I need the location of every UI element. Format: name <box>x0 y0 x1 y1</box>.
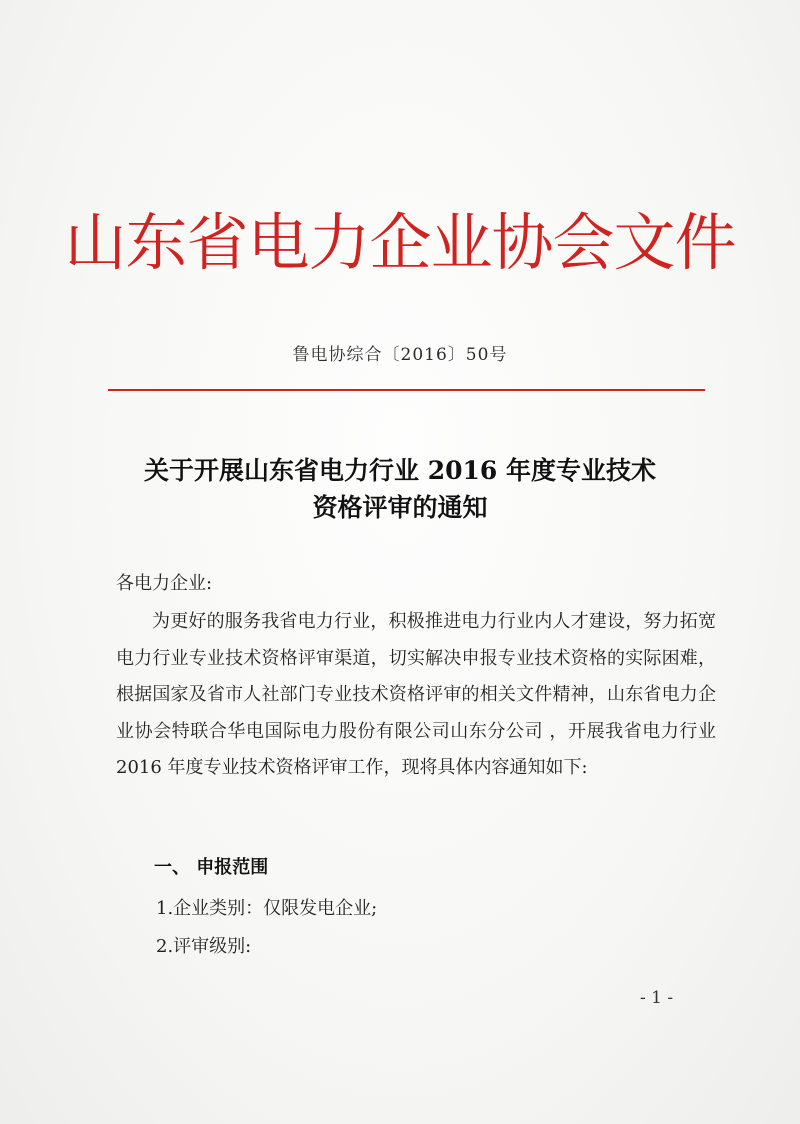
notice-title-line-1: 关于开展山东省电力行业 2016 年度专业技术 <box>144 456 656 485</box>
agency-header-title: 山东省电力企业协会文件 <box>64 206 736 279</box>
list-item-review-level: 2.评审级别: <box>156 936 252 957</box>
notice-body <box>116 569 716 787</box>
document-number: 鲁电协综合〔2016〕50号 <box>292 345 508 365</box>
salutation: 各电力企业: <box>116 573 213 594</box>
section-heading-scope: 一、 申报范围 <box>154 857 269 878</box>
notice-title <box>60 452 740 526</box>
list-item-enterprise-type: 1.企业类别：仅限发电企业; <box>156 898 378 919</box>
red-divider-line <box>108 389 705 391</box>
intro-paragraph: 为更好的服务我省电力行业，积极推进电力行业内人才建设，努力拓宽电力行业专业技术资格评审渠道，切实解决申报专业技术资格的实际困难，根据国家及省市人社部门专业技术资格评审的相关文件精神，山东省电力企业协会特联合华电国际电力股份有限公司山东分公司 ，开展我省电力行业 2016 年度专业技术资格评审工作，现将具体内容通知如下: <box>116 611 716 779</box>
notice-title-line-2: 资格评审的通知 <box>312 493 488 522</box>
page-number: - 1 - <box>640 988 674 1008</box>
